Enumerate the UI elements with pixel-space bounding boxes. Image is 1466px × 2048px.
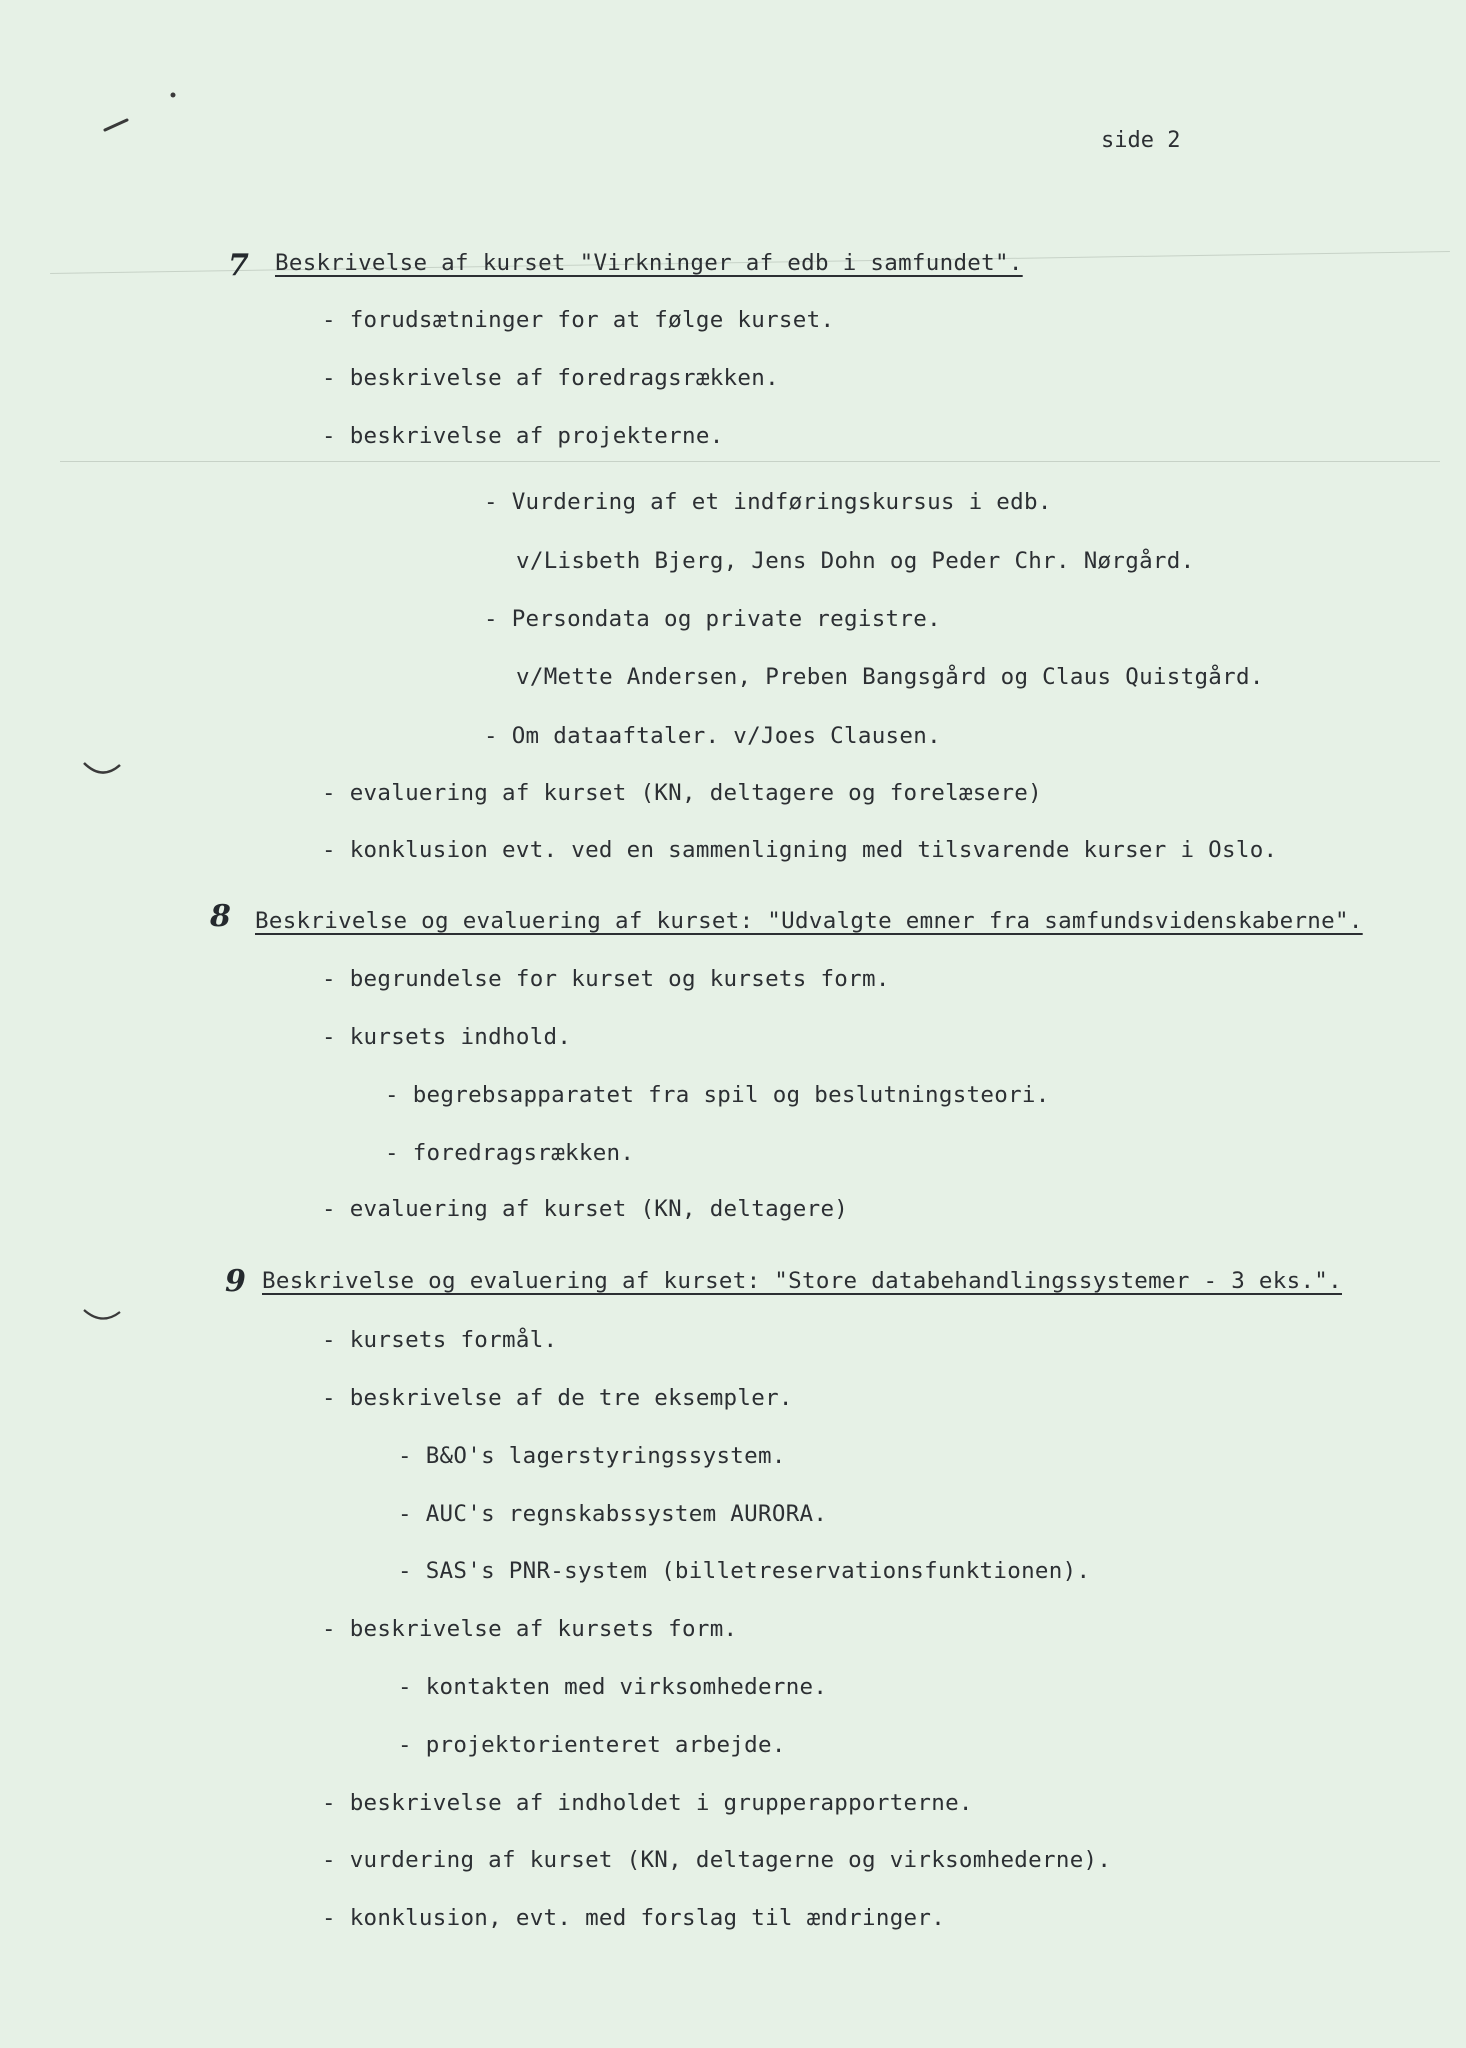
list-item: - beskrivelse af foredragsrækken.	[322, 365, 779, 391]
scan-mark-top	[95, 85, 185, 145]
list-item: - Persondata og private registre.	[484, 606, 941, 632]
list-item: - konklusion evt. ved en sammenligning med tilsvarende kurser i Oslo.	[322, 837, 1278, 863]
scan-rule-2	[60, 461, 1440, 462]
list-item: - SAS's PNR-system (billetreservationsfunktionen).	[398, 1558, 1091, 1584]
section-number-9: 9	[225, 1264, 246, 1299]
page-number: side 2	[1101, 128, 1181, 153]
section-title-8: Beskrivelse og evaluering af kurset: "Udvalgte emner fra samfundsvidenskaberne".	[255, 908, 1363, 934]
list-item: - kursets formål.	[322, 1327, 558, 1353]
list-item: - B&O's lagerstyringssystem.	[398, 1443, 786, 1469]
list-item: - konklusion, evt. med forslag til ændringer.	[322, 1905, 946, 1931]
list-item: - beskrivelse af projekterne.	[322, 423, 724, 449]
section-number-8: 8	[210, 899, 231, 934]
scan-mark-left-2	[80, 1302, 140, 1332]
list-item: - begrundelse for kurset og kursets form.	[322, 966, 890, 992]
list-item: - begrebsapparatet fra spil og beslutningsteori.	[385, 1082, 1050, 1108]
list-item: - AUC's regnskabssystem AURORA.	[398, 1501, 828, 1527]
list-item: - Vurdering af et indføringskursus i edb.	[484, 489, 1052, 515]
scan-mark-left-1	[80, 755, 140, 785]
section-number-7: 7	[228, 248, 249, 283]
list-item: - kursets indhold.	[322, 1024, 572, 1050]
list-item: - foredragsrækken.	[385, 1140, 635, 1166]
list-item: - forudsætninger for at følge kurset.	[322, 307, 835, 333]
list-item: v/Lisbeth Bjerg, Jens Dohn og Peder Chr. Nørgård.	[516, 548, 1195, 574]
list-item: - projektorienteret arbejde.	[398, 1732, 786, 1758]
list-item: - Om dataaftaler. v/Joes Clausen.	[484, 723, 941, 749]
list-item: - evaluering af kurset (KN, deltagere)	[322, 1196, 849, 1222]
section-title-7: Beskrivelse af kurset "Virkninger af edb i samfundet".	[275, 250, 1023, 276]
list-item: - kontakten med virksomhederne.	[398, 1674, 828, 1700]
list-item: - beskrivelse af indholdet i grupperapporterne.	[322, 1790, 973, 1816]
list-item: - beskrivelse af de tre eksempler.	[322, 1385, 793, 1411]
list-item: - beskrivelse af kursets form.	[322, 1616, 738, 1642]
list-item: - vurdering af kurset (KN, deltagerne og virksomhederne).	[322, 1847, 1112, 1873]
list-item: - evaluering af kurset (KN, deltagere og forelæsere)	[322, 780, 1042, 806]
list-item: v/Mette Andersen, Preben Bangsgård og Claus Quistgård.	[516, 664, 1264, 690]
section-title-9: Beskrivelse og evaluering af kurset: "Store databehandlingssystemer - 3 eks.".	[262, 1268, 1342, 1294]
